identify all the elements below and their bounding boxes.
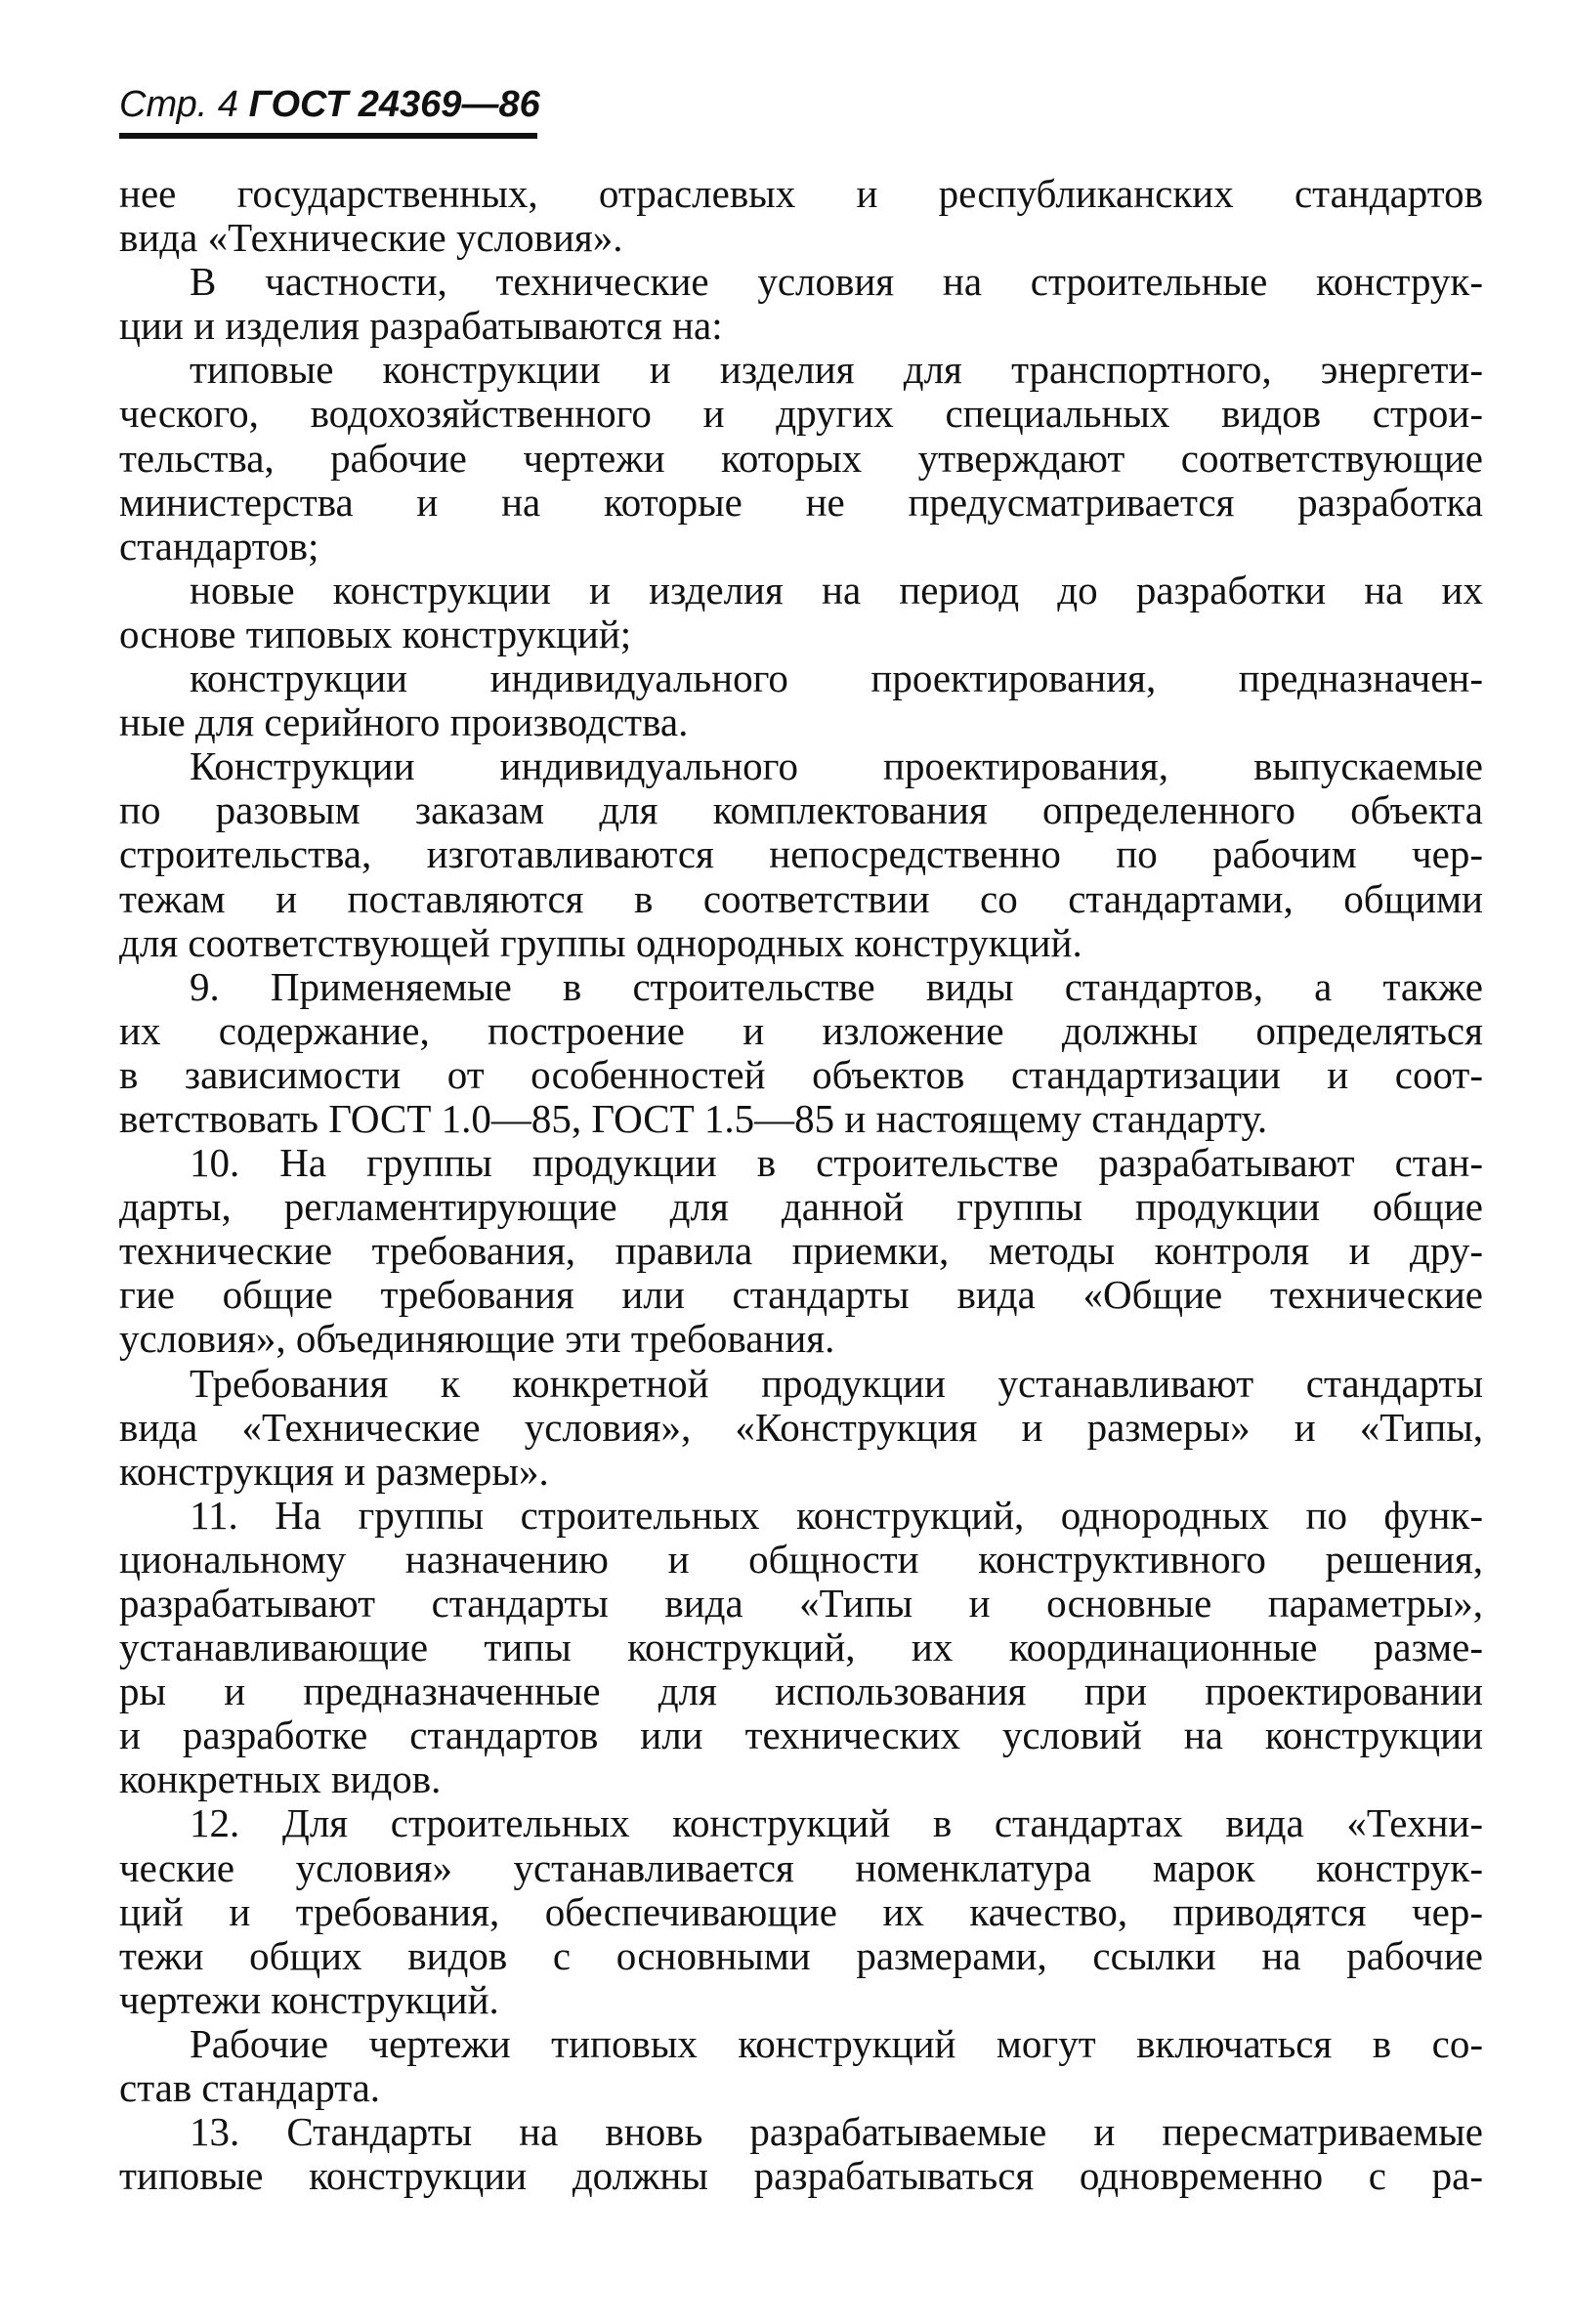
text-line: конструкция и размеры». xyxy=(119,1448,549,1494)
text-line: технические требования, правила приемки, методы контроля и дру- xyxy=(119,1228,1483,1274)
text-line: для соответствующей группы однородных конструкций. xyxy=(119,919,1082,965)
text-line: ные для серийного производства. xyxy=(119,699,689,745)
text-line: стандартов; xyxy=(119,523,319,569)
text-line: Требования к конкретной продукции устанавливают стандарты xyxy=(190,1360,1483,1406)
text-line: строительства, изготавливаются непосредственно по рабочим чер- xyxy=(119,831,1483,877)
text-line: ческого, водохозяйственного и других специальных видов строи- xyxy=(119,391,1483,437)
text-line: став стандарта. xyxy=(119,2065,381,2111)
text-line: В частности, технические условия на строительные конструк- xyxy=(190,259,1483,305)
text-line: тежам и поставляются в соответствии со стандартами, общими xyxy=(119,875,1483,921)
text-line: устанавливающие типы конструкций, их координационные разме- xyxy=(119,1625,1483,1670)
body-text xyxy=(119,172,1483,2198)
text-line: по разовым заказам для комплектования определенного объекта xyxy=(119,787,1483,833)
page-label: Стр. 4 xyxy=(119,84,239,125)
text-line: ций и требования, обеспечивающие их качество, приводятся чер- xyxy=(119,1888,1483,1934)
text-line: новые конструкции и изделия на период до разработки на их xyxy=(190,567,1483,613)
text-line: конкретных видов. xyxy=(119,1756,442,1802)
text-line: Конструкции индивидуального проектирования, выпускаемые xyxy=(190,743,1483,789)
text-line: в зависимости от особенностей объектов стандартизации и соот- xyxy=(119,1051,1483,1097)
page-header xyxy=(119,82,539,143)
text-line: дарты, регламентирующие для данной группы продукции общие xyxy=(119,1184,1483,1230)
text-line: тежи общих видов с основными размерами, ссылки на рабочие xyxy=(119,1932,1483,1978)
text-line: тельства, рабочие чертежи которых утверждают соответствующие xyxy=(119,435,1483,481)
text-line: гие общие требования или стандарты вида «Общие технические xyxy=(119,1272,1483,1318)
text-line: министерства и на которые не предусматривается разработка xyxy=(119,479,1483,525)
text-line: Рабочие чертежи типовых конструкций могут включаться в со- xyxy=(190,2020,1483,2066)
text-line: 9. Применяемые в строительстве виды стандартов, а также xyxy=(190,963,1483,1009)
text-line: и разработке стандартов или технических условий на конструкции xyxy=(119,1712,1483,1758)
text-line: ры и предназначенные для использования при проектировании xyxy=(119,1669,1483,1714)
text-line: разрабатывают стандарты вида «Типы и основные параметры», xyxy=(119,1581,1483,1626)
text-line: 10. На группы продукции в строительстве разрабатывают стан- xyxy=(190,1140,1483,1186)
header-rule xyxy=(119,133,537,139)
text-line: конструкции индивидуального проектирования, предназначен- xyxy=(190,655,1483,701)
text-line: 13. Стандарты на вновь разрабатываемые и пересматриваемые xyxy=(190,2109,1483,2155)
text-line: вида «Технические условия», «Конструкция и размеры» и «Типы, xyxy=(119,1404,1483,1450)
text-line: вида «Технические условия». xyxy=(119,215,623,261)
running-head xyxy=(119,82,539,127)
text-line: 12. Для строительных конструкций в стандартах вида «Техни- xyxy=(190,1800,1483,1846)
text-line: типовые конструкции и изделия для транспортного, энергети- xyxy=(190,347,1483,393)
text-line: ветствовать ГОСТ 1.0—85, ГОСТ 1.5—85 и настоящему стандарту. xyxy=(119,1095,1268,1141)
text-line: основе типовых конструкций; xyxy=(119,611,632,656)
text-line: их содержание, построение и изложение должны определяться xyxy=(119,1007,1483,1053)
standard-number: ГОСТ 24369—86 xyxy=(248,84,540,125)
text-line: условия», объединяющие эти требования. xyxy=(119,1316,835,1362)
text-line: типовые конструкции должны разрабатываться одновременно с ра- xyxy=(119,2153,1483,2199)
text-line: ческие условия» устанавливается номенклатура марок конструк- xyxy=(119,1844,1483,1890)
text-line: циональному назначению и общности конструктивного решения, xyxy=(119,1536,1483,1582)
text-line: нее государственных, отраслевых и республиканских стандартов xyxy=(119,171,1483,216)
text-line: чертежи конструкций. xyxy=(119,1976,499,2022)
text-line: 11. На группы строительных конструкций, однородных по функ- xyxy=(190,1492,1483,1538)
text-line: ции и изделия разрабатываются на: xyxy=(119,303,723,349)
